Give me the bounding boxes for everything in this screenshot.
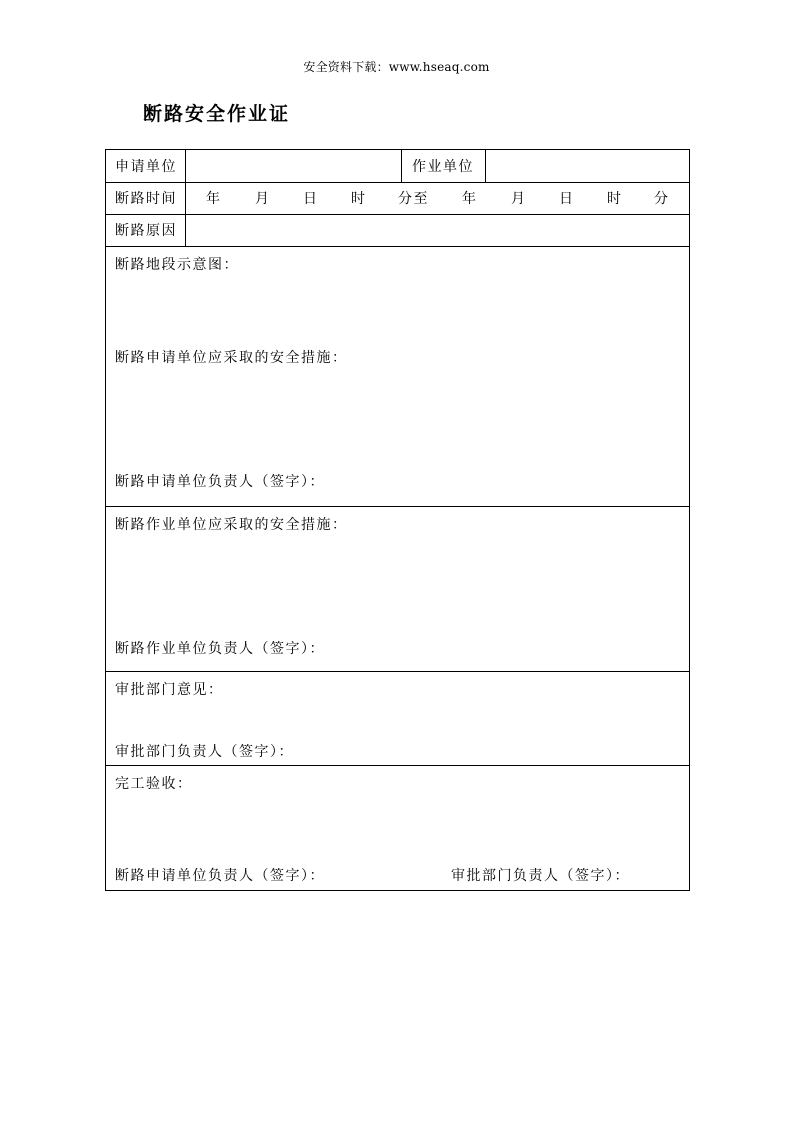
permit-form-table bbox=[105, 149, 690, 891]
time-hour-start: 时 bbox=[351, 191, 367, 207]
time-day-end: 日 bbox=[559, 191, 575, 207]
diagram-label: 断路地段示意图： bbox=[115, 257, 239, 273]
work-unit-label: 作业单位 bbox=[412, 159, 474, 175]
work-unit-field[interactable] bbox=[486, 150, 690, 182]
approval-signer-label: 审批部门负责人（签字）： bbox=[115, 744, 294, 760]
download-header: 安全资料下载：www.hseaq.com bbox=[303, 60, 490, 74]
completion-label: 完工验收： bbox=[115, 776, 193, 792]
applicant-unit-label: 申请单位 bbox=[115, 159, 177, 175]
work-measures-label: 断路作业单位应采取的安全措施： bbox=[115, 517, 348, 533]
time-month-start: 月 bbox=[255, 191, 271, 207]
reason-label: 断路原因 bbox=[115, 223, 177, 239]
completion-approval-signer-label: 审批部门负责人（签字）： bbox=[451, 868, 630, 884]
applicant-unit-field[interactable] bbox=[186, 150, 401, 182]
time-year-start: 年 bbox=[206, 191, 222, 207]
row-divider bbox=[106, 182, 689, 183]
row-divider bbox=[106, 506, 689, 507]
time-day-start: 日 bbox=[303, 191, 319, 207]
time-label: 断路时间 bbox=[115, 191, 177, 207]
page-title: 断路安全作业证 bbox=[143, 103, 291, 125]
row-divider bbox=[106, 671, 689, 672]
approval-opinion-label: 审批部门意见： bbox=[115, 682, 224, 698]
time-minute-end: 分 bbox=[654, 191, 670, 207]
work-signer-label: 断路作业单位负责人（签字）： bbox=[115, 641, 325, 657]
time-minute-to: 分至 bbox=[398, 191, 429, 207]
applicant-measures-label: 断路申请单位应采取的安全措施： bbox=[115, 350, 348, 366]
row-divider bbox=[106, 765, 689, 766]
completion-applicant-signer-label: 断路申请单位负责人（签字）： bbox=[115, 868, 325, 884]
applicant-signer-label: 断路申请单位负责人（签字）： bbox=[115, 474, 325, 490]
reason-field[interactable] bbox=[186, 214, 690, 246]
time-month-end: 月 bbox=[511, 191, 527, 207]
row-divider bbox=[106, 246, 689, 247]
time-hour-end: 时 bbox=[607, 191, 623, 207]
time-year-end: 年 bbox=[462, 191, 478, 207]
column-divider bbox=[401, 150, 402, 182]
